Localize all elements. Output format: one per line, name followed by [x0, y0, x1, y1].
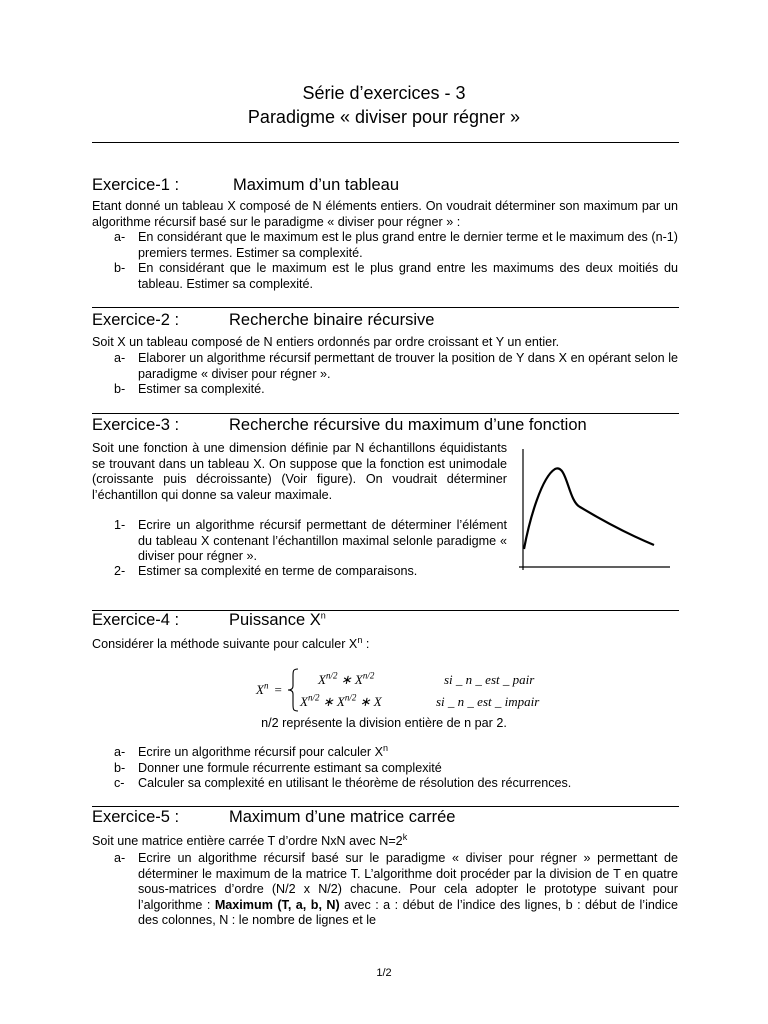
formula-symbol: X	[300, 694, 308, 709]
list-item	[114, 742, 678, 761]
list-text: Estimer sa complexité.	[138, 382, 265, 396]
exponent: n/2	[344, 692, 357, 703]
list-marker: a-	[114, 351, 126, 365]
exercise-label: Exercice-1 :	[92, 176, 180, 194]
brace-icon	[286, 668, 300, 712]
formula-operator: ∗	[319, 694, 337, 709]
exercise-1-heading	[92, 175, 399, 195]
list-marker: b-	[114, 261, 126, 275]
list-text: Ecrire un algorithme récursif permettant de déterminer l’élément du tableau X contenant l’échantillon maximal selonle paradigme « diviser pour régner ».	[138, 518, 507, 563]
list-text: En considérant que le maximum est le plus grand entre les maximums des deux moitiés du tableau. Estimer sa complexité.	[138, 261, 678, 291]
exercise-3-heading	[92, 415, 587, 435]
formula-equals: =	[274, 682, 282, 697]
list-item	[114, 230, 678, 261]
list-marker: b-	[114, 382, 126, 396]
exercise-label: Exercice-5 :	[92, 808, 180, 826]
exponent: k	[402, 831, 408, 842]
exponent: n/2	[307, 692, 320, 703]
list-marker: a-	[114, 230, 126, 244]
list-text	[138, 851, 678, 929]
list-item	[114, 851, 678, 929]
list-marker: 1-	[114, 518, 126, 532]
formula-symbol: X	[318, 672, 326, 687]
exercise-label: Exercice-4 :	[92, 611, 180, 629]
document-subtitle: Paradigme « diviser pour régner »	[247, 107, 521, 127]
exponent: n/2	[362, 670, 375, 681]
exercise-label: Exercice-2 :	[92, 311, 180, 329]
list-item	[114, 261, 678, 292]
list-marker: a-	[114, 851, 126, 865]
exercise-4-heading	[92, 610, 326, 630]
list-text-part: Ecrire un algorithme récursif pour calculer X	[138, 745, 383, 759]
formula-note: n/2 représente la division entière de n par 2.	[261, 716, 507, 730]
exercise-2-heading	[92, 310, 434, 330]
list-text: Elaborer un algorithme récursif permettant de trouver la position de Y dans X en opérant selon le paradigme « diviser pour régner ».	[138, 351, 678, 381]
exponent: n	[357, 634, 363, 645]
list-item	[114, 518, 507, 565]
intro-text: Soit une matrice entière carrée T d’ordre NxN avec N=2	[92, 834, 403, 848]
page-number: 1/2	[376, 967, 392, 979]
exercise-label: Exercice-3 :	[92, 416, 180, 434]
exercise-title: Maximum d’un tableau	[233, 176, 399, 194]
formula-case-odd	[300, 694, 382, 710]
list-text: Estimer sa complexité en terme de comparaisons.	[138, 564, 418, 578]
formula-symbol: X	[354, 672, 363, 687]
list-text: Calculer sa complexité en utilisant le théorème de résolution des récurrences.	[138, 776, 572, 790]
divider	[92, 307, 679, 308]
exercise-2-intro: Soit X un tableau composé de N entiers ordonnés par ordre croissant et Y un entier.	[92, 335, 560, 349]
list-text	[138, 742, 678, 761]
list-marker: b-	[114, 761, 126, 775]
formula-symbol: X	[256, 682, 264, 697]
list-item	[114, 564, 507, 580]
formula-condition-odd: si _ n _ est _ impair	[436, 694, 540, 709]
list-item	[114, 776, 678, 792]
list-text-part: avec : a : début de l’indice des lignes, b : début de l’indice des colonnes, N : le nombre de lignes et le	[138, 897, 678, 927]
exercise-4-intro	[92, 634, 678, 653]
list-item	[114, 761, 678, 777]
exponent: n	[320, 610, 326, 621]
exercise-title: Recherche binaire récursive	[229, 311, 435, 329]
unimodal-function-figure	[515, 445, 670, 575]
divider	[92, 413, 679, 414]
exponent: n/2	[325, 670, 338, 681]
prototype-signature: Maximum (T, a, b, N)	[214, 897, 340, 912]
document-title: Série d’exercices - 3	[302, 83, 466, 103]
divider	[92, 142, 679, 143]
exponent: n	[382, 742, 388, 753]
exercise-3-intro: Soit une fonction à une dimension définie par N échantillons équidistants se trouvant dans un tableau X. On suppose que la fonction est unimodale (croissante puis décroissante) (Voir figure). On voudrait déterminer l’échantillon qui donne sa valeur maximale.	[92, 441, 507, 502]
exercise-1-intro: Etant donné un tableau X composé de N éléments entiers. On voudrait déterminer son maximum par un algorithme récursif basé sur le paradigme « diviser pour régner » :	[92, 199, 678, 229]
list-marker: a-	[114, 745, 126, 759]
list-text: En considérant que le maximum est le plus grand entre le dernier terme et le maximum des (n-1) premiers termes. Estimer sa complexité.	[138, 230, 678, 260]
list-text: Donner une formule récurrente estimant sa complexité	[138, 761, 442, 775]
exponent: n	[263, 680, 269, 691]
exercise-title: Recherche récursive du maximum d’une fonction	[229, 416, 587, 434]
formula-case-even	[318, 672, 374, 688]
intro-text: :	[362, 637, 370, 651]
formula-operator: ∗ X	[356, 694, 382, 709]
intro-text: Considérer la méthode suivante pour calculer X	[92, 637, 358, 651]
exercise-title: Maximum d’une matrice carrée	[229, 808, 456, 826]
list-text-part: Ecrire un algorithme récursif basé sur le paradigme « diviser pour régner » permettant de déterminer le maximum de la matrice T. L’algorithme doit procéder par la division de T en quatre sous-matrices d’ordre (N/2 x N/2) chacune. Pour cela adopter le prototype suivant pour l’algorithme :	[138, 851, 678, 912]
formula-condition-even: si _ n _ est _ pair	[444, 672, 535, 687]
list-item	[114, 351, 678, 382]
list-marker: c-	[114, 776, 125, 790]
list-item	[114, 382, 678, 398]
exercise-5-intro	[92, 831, 678, 850]
formula-symbol: X	[336, 694, 345, 709]
formula-operator: ∗	[337, 672, 355, 687]
exercise-5-heading	[92, 807, 456, 827]
exercise-title: Puissance X	[229, 611, 321, 629]
formula-lhs	[256, 682, 282, 698]
function-curve	[524, 468, 654, 549]
list-marker: 2-	[114, 564, 126, 578]
